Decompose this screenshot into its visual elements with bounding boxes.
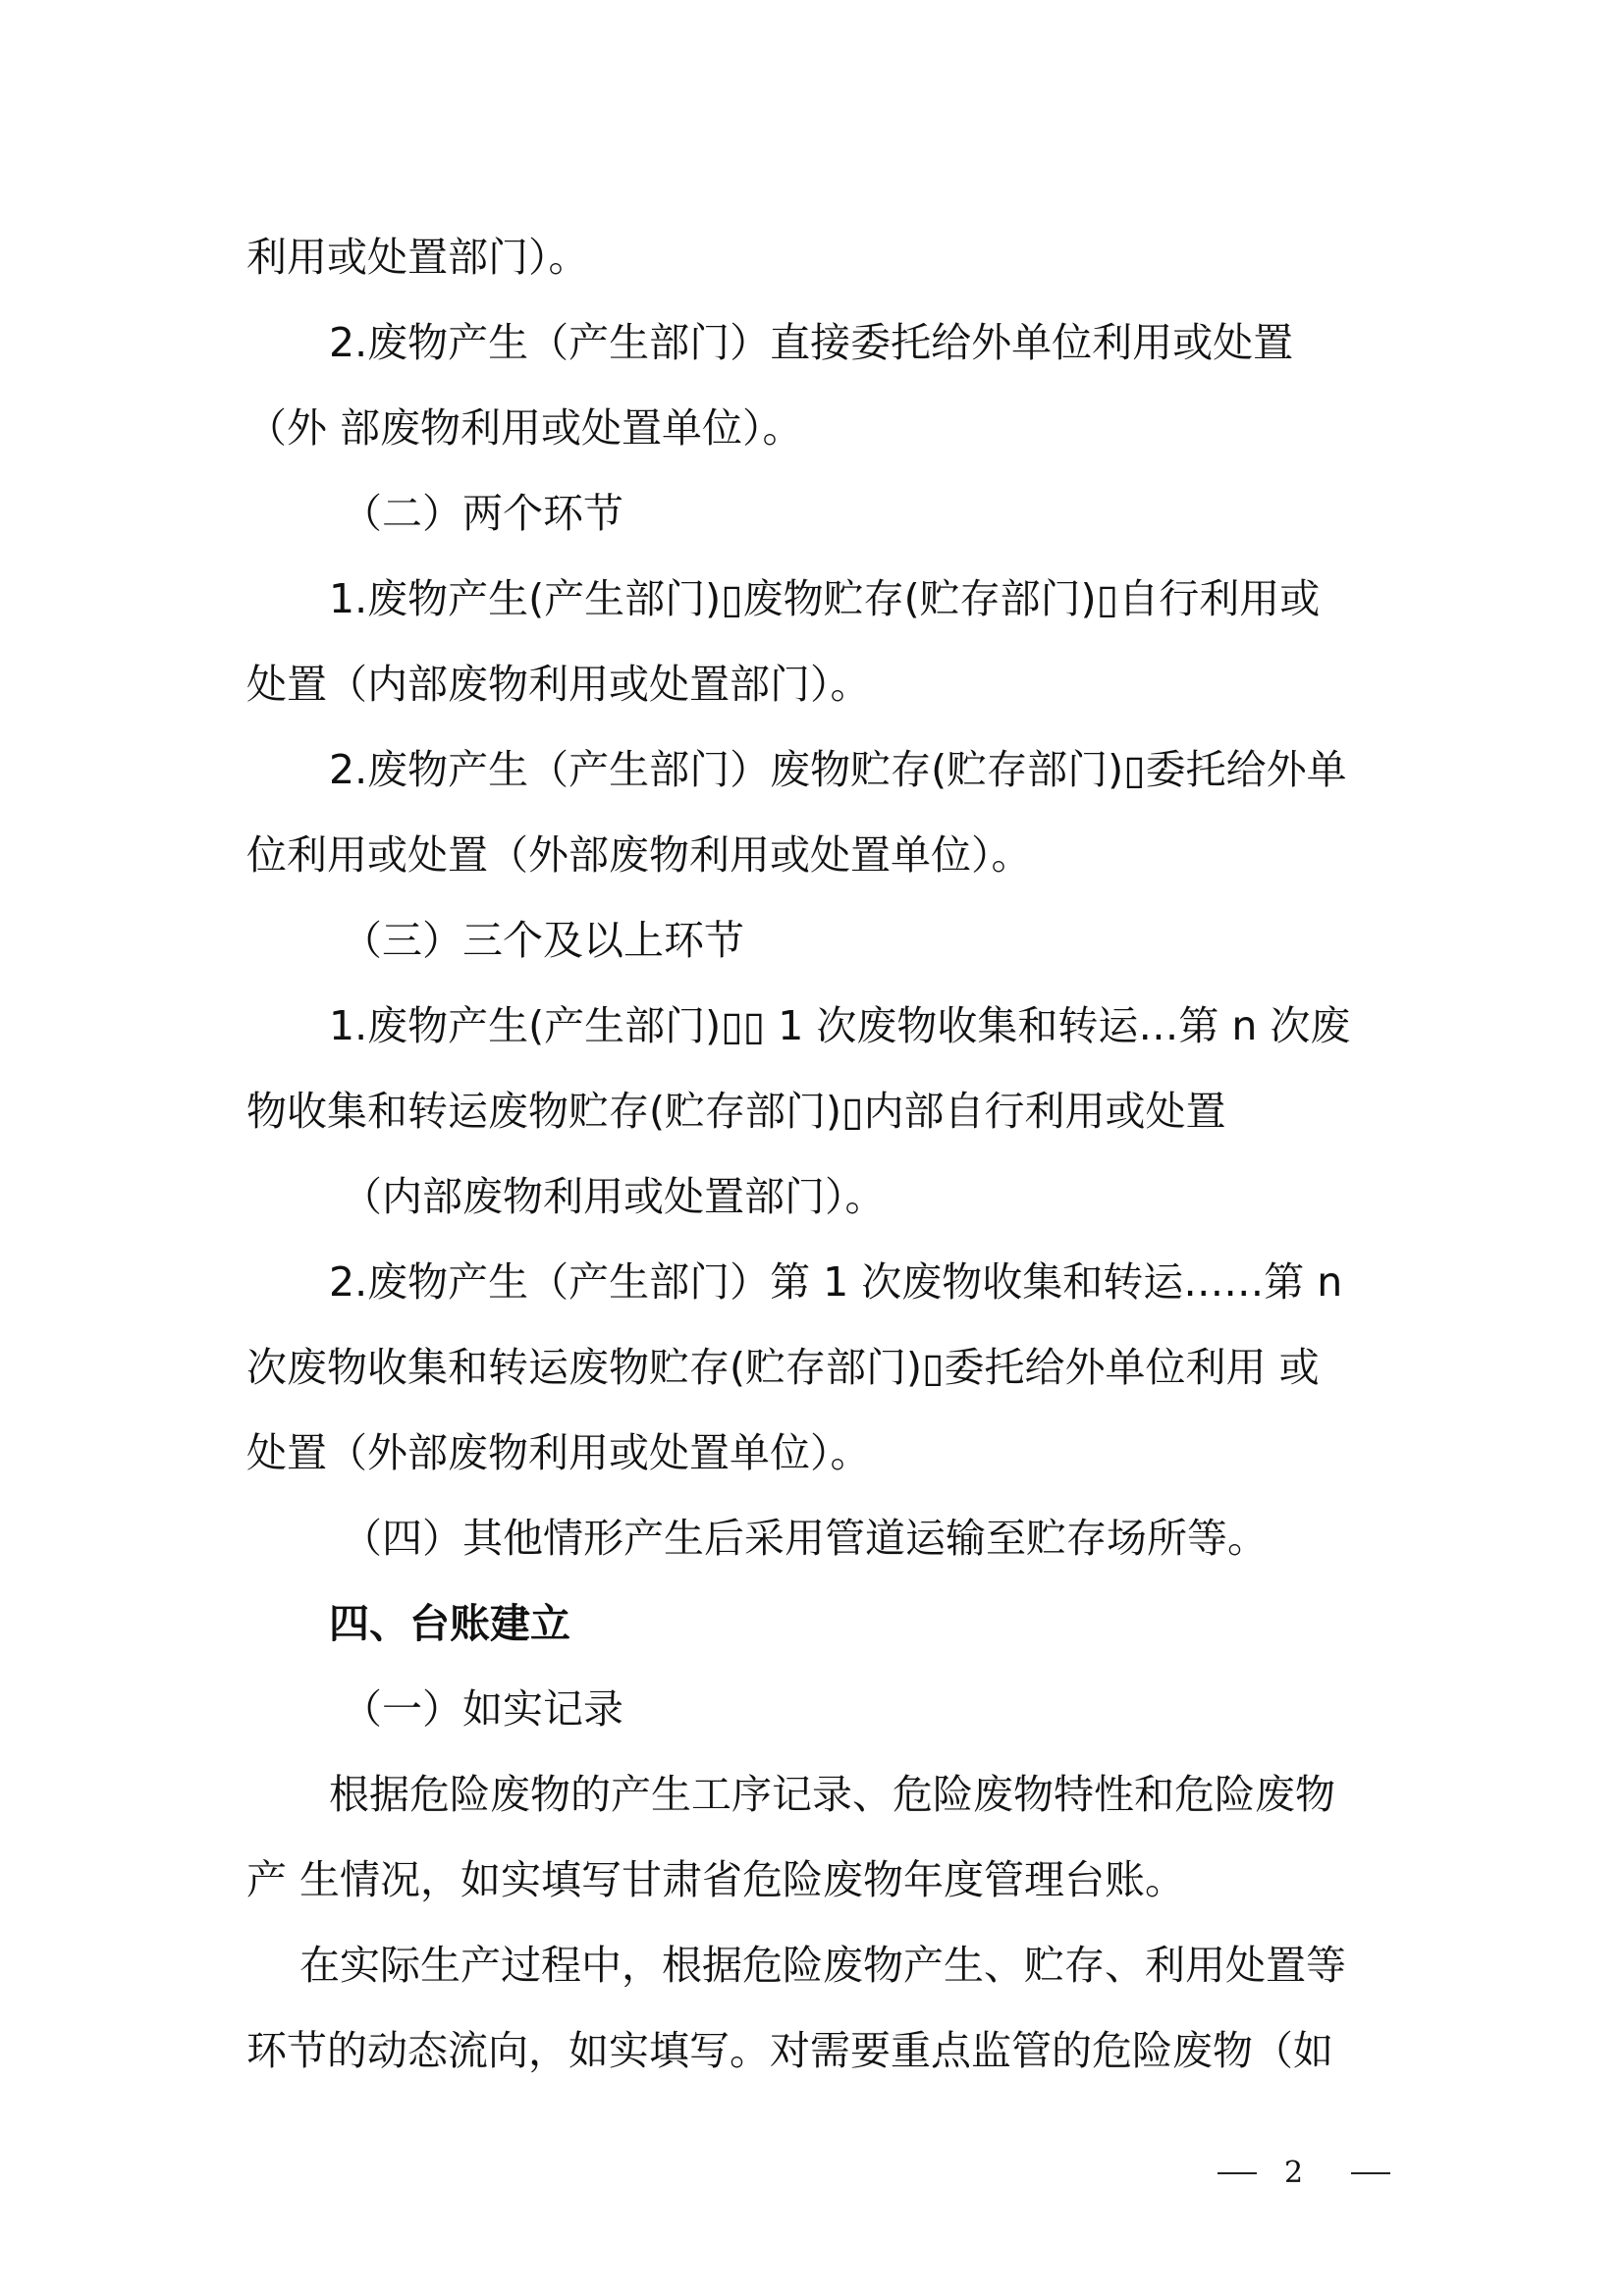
text-line: 处置（外部废物利用或处置单位）。 — [246, 1429, 871, 1476]
section-heading: （二）两个环节 — [342, 490, 623, 537]
footer-dash-left — [1218, 2172, 1257, 2174]
footer-dash-right — [1351, 2172, 1390, 2174]
text-line: 1.废物产生(产生部门)▯▯ 1 次废物收集和转运…第 n 次废 — [329, 1002, 1351, 1049]
section-heading: （三）三个及以上环节 — [342, 917, 744, 964]
text-line: 在实际生产过程中，根据危险废物产生、贮存、利用处置等 — [299, 1942, 1346, 1989]
text-line: 2.废物产生（产生部门）废物贮存(贮存部门)▯委托给外单 — [329, 746, 1347, 793]
text-line: （外 部废物利用或处置单位）。 — [246, 404, 803, 452]
text-line: 产 生情况，如实填写甘肃省危险废物年度管理台账。 — [246, 1856, 1186, 1903]
section-heading: （四）其他情形产生后采用管道运输至贮存场所等。 — [342, 1515, 1268, 1562]
text-line: 2.废物产生（产生部门）直接委托给外单位利用或处置 — [329, 319, 1294, 366]
text-line: 2.废物产生（产生部门）第 1 次废物收集和转运……第 n — [329, 1258, 1343, 1306]
text-line: 处置（内部废物利用或处置部门）。 — [246, 661, 871, 708]
chapter-heading: 四、台账建立 — [329, 1600, 570, 1647]
text-line: 物收集和转运废物贮存(贮存部门)▯内部自行利用或处置 — [246, 1088, 1226, 1135]
text-line: 次废物收集和转运废物贮存(贮存部门)▯委托给外单位利用 或 — [246, 1344, 1320, 1391]
section-heading: （一）如实记录 — [342, 1685, 623, 1733]
text-line: 1.废物产生(产生部门)▯废物贮存(贮存部门)▯自行利用或 — [329, 575, 1321, 622]
text-line: 利用或处置部门）。 — [246, 234, 589, 281]
text-line: （内部废物利用或处置部门）。 — [342, 1173, 886, 1220]
text-line: 根据危险废物的产生工序记录、危险废物特性和危险废物 — [329, 1771, 1335, 1818]
page-number: 2 — [1284, 2156, 1304, 2190]
text-line: 环节的动态流向，如实填写。对需要重点监管的危险废物（如 — [246, 2027, 1333, 2074]
text-line: 位利用或处置（外部废物利用或处置单位）。 — [246, 831, 1032, 879]
